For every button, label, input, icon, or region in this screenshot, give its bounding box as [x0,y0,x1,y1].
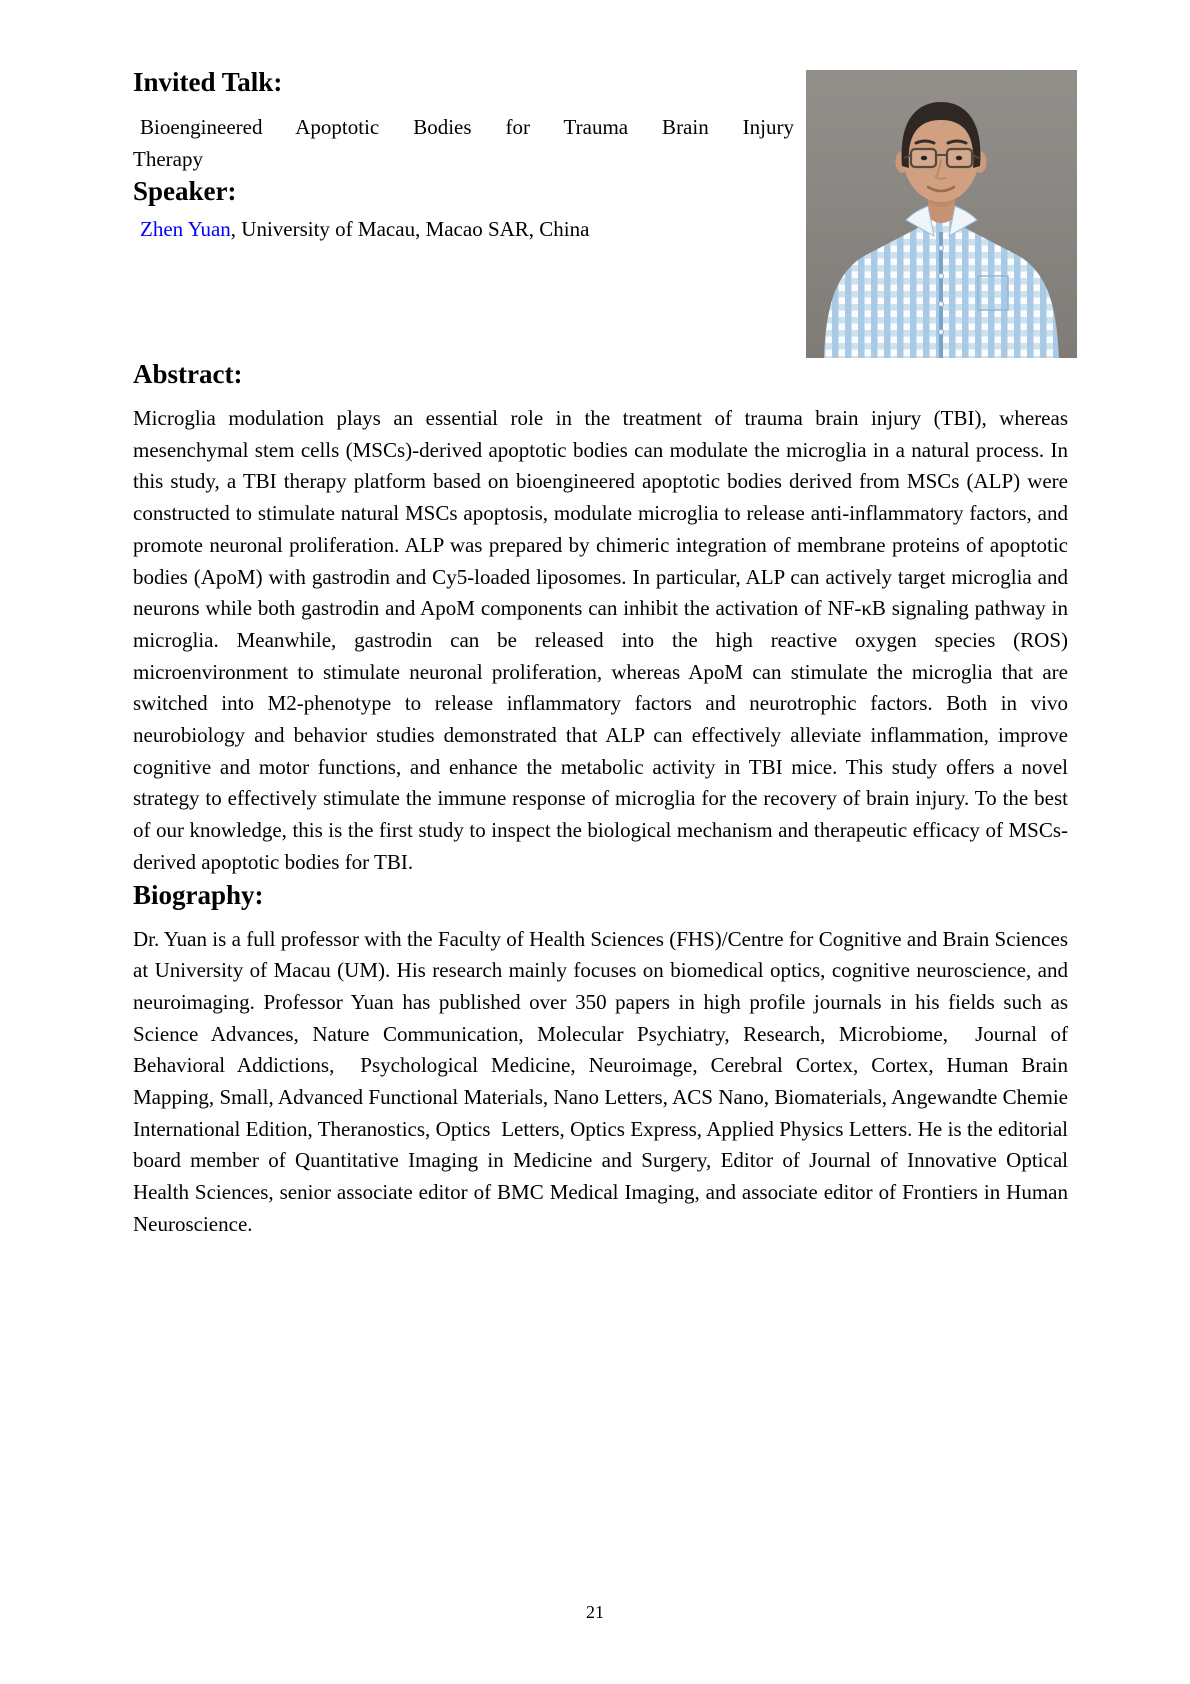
abstract-heading: Abstract: [133,359,243,389]
page-number: 21 [586,1602,604,1622]
page-content [133,0,1068,1241]
speaker-name-link[interactable]: Zhen Yuan [140,217,231,242]
invited-talk-heading: Invited Talk: [133,67,283,97]
speaker-photo [806,70,1077,358]
biography-text: Dr. Yuan is a full professor with the Faculty of Health Sciences (FHS)/Centre for Cognitive and Brain Sciences at University of Macau (UM). His research mainly focuses on biomedical optics, cognitive neuroscience, and neuroimaging. Professor Yuan has published over 350 papers in high profile journals in his fields such as Science Advances, Nature Communication, Molecular Psychiatry, Research, Microbiome, Journal of Behavioral Addictions, Psychological Medicine, Neuroimage, Cerebral Cortex, Cortex, Human Brain Mapping, Small, Advanced Functional Materials, Nano Letters, ACS Nano, Biomaterials, Angewandte Chemie International Edition, Theranostics, Optics Letters, Optics Express, Applied Physics Letters. He is the editorial board member of Quantitative Imaging in Medicine and Surgery, Editor of Journal of Innovative Optical Health Sciences, senior associate editor of BMC Medical Imaging, and associate editor of Frontiers in Human Neuroscience. [133,926,1068,1236]
talk-title: Bioengineered Apoptotic Bodies for Trauma Brain Injury Therapy [133,115,794,171]
biography-heading: Biography: [133,879,264,910]
abstract-text: Microglia modulation plays an essential role in the treatment of trauma brain injury (TBI), whereas mesenchymal stem cells (MSCs)-derived apoptotic bodies can modulate the microglia in a natural process. In this study, a TBI therapy platform based on bioengineered apoptotic bodies derived from MSCs (ALP) were constructed to stimulate natural MSCs apoptosis, modulate microglia to release anti-inflammatory factors, and promote neuronal proliferation. ALP was prepared by chimeric integration of membrane proteins of apoptotic bodies (ApoM) with gastrodin and Cy5-loaded liposomes. In particular, ALP can actively target microglia and neurons while both gastrodin and ApoM components can inhibit the activation of NF-κB signaling pathway in microglia. Meanwhile, gastrodin can be released into the high reactive oxygen species (ROS) microenvironment to stimulate neuronal proliferation, whereas ApoM can stimulate the microglia that are switched into M2-phenotype to release inflammatory factors and neurotrophic factors. Both in vivo neurobiology and behavior studies demonstrated that ALP can effectively alleviate inflammation, improve cognitive and motor functions, and enhance the metabolic activity in TBI mice. This study offers a novel strategy to effectively stimulate the immune response of microglia for the recovery of brain injury. To the best of our knowledge, this is the first study to inspect the biological mechanism and therapeutic efficacy of MSCs-derived apoptotic bodies for TBI. [133,406,1068,874]
speaker-heading: Speaker: [133,176,237,207]
speaker-affiliation: , University of Macau, Macao SAR, China [230,217,590,242]
speaker-photo-illustration [806,70,1077,358]
